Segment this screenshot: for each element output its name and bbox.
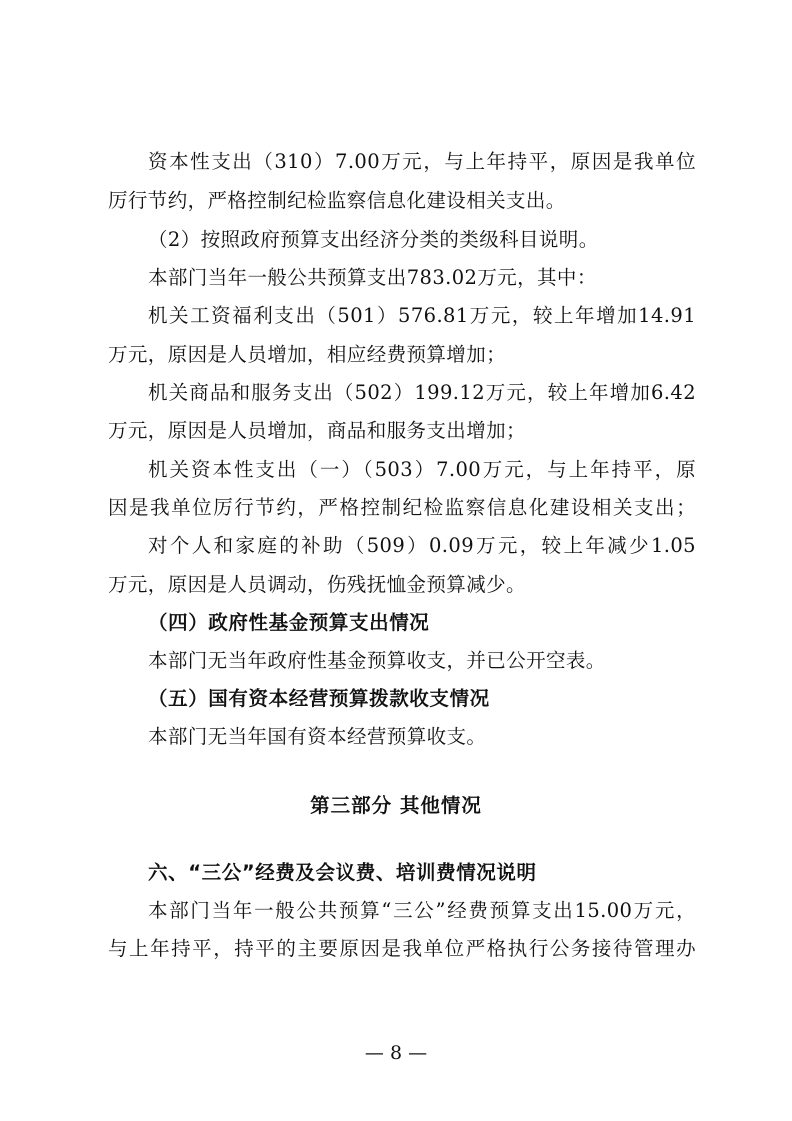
paragraph-line: 机关商品和服务支出（502）199.12万元，较上年增加6.42	[148, 381, 696, 404]
paragraph-line: 万元，原因是人员调动，伤残抚恤金预算减少。	[108, 573, 526, 596]
paragraph-line: 与上年持平，持平的主要原因是我单位严格执行公务接待管理办	[108, 937, 696, 960]
paragraph-line: 万元，原因是人员增加，相应经费预算增加；	[108, 343, 507, 366]
paragraph-line: （2）按照政府预算支出经济分类的类级科目说明。	[148, 228, 599, 251]
paragraph-line: 厉行节约，严格控制纪检监察信息化建设相关支出。	[108, 189, 566, 212]
part-title: 第三部分 其他情况	[310, 794, 482, 817]
page-number: — 8 —	[364, 1042, 428, 1064]
paragraph-line: 机关工资福利支出（501）576.81万元，较上年增加14.91	[148, 304, 696, 327]
paragraph-line: 本部门无当年政府性基金预算收支，并已公开空表。	[148, 649, 606, 672]
paragraph-line: 机关资本性支出（一）（503）7.00万元，与上年持平，原	[148, 458, 696, 481]
subsection-heading: （四）政府性基金预算支出情况	[148, 611, 430, 634]
paragraph-line: 资本性支出（310）7.00万元，与上年持平，原因是我单位	[148, 150, 696, 173]
section-heading: 六、“三公”经费及会议费、培训费情况说明	[148, 861, 537, 884]
subsection-heading: （五）国有资本经营预算拨款收支情况	[148, 687, 490, 710]
paragraph-line: 本部门当年一般公共预算支出783.02万元，其中：	[148, 266, 597, 289]
paragraph-line: 对个人和家庭的补助（509）0.09万元，较上年减少1.05	[148, 534, 696, 557]
paragraph-line: 万元，原因是人员增加，商品和服务支出增加；	[108, 419, 526, 442]
paragraph-line: 因是我单位厉行节约，严格控制纪检监察信息化建设相关支出；	[108, 496, 696, 519]
paragraph-line: 本部门当年一般公共预算“三公”经费预算支出15.00万元，	[148, 899, 696, 922]
paragraph-line: 本部门无当年国有资本经营预算收支。	[148, 725, 487, 748]
